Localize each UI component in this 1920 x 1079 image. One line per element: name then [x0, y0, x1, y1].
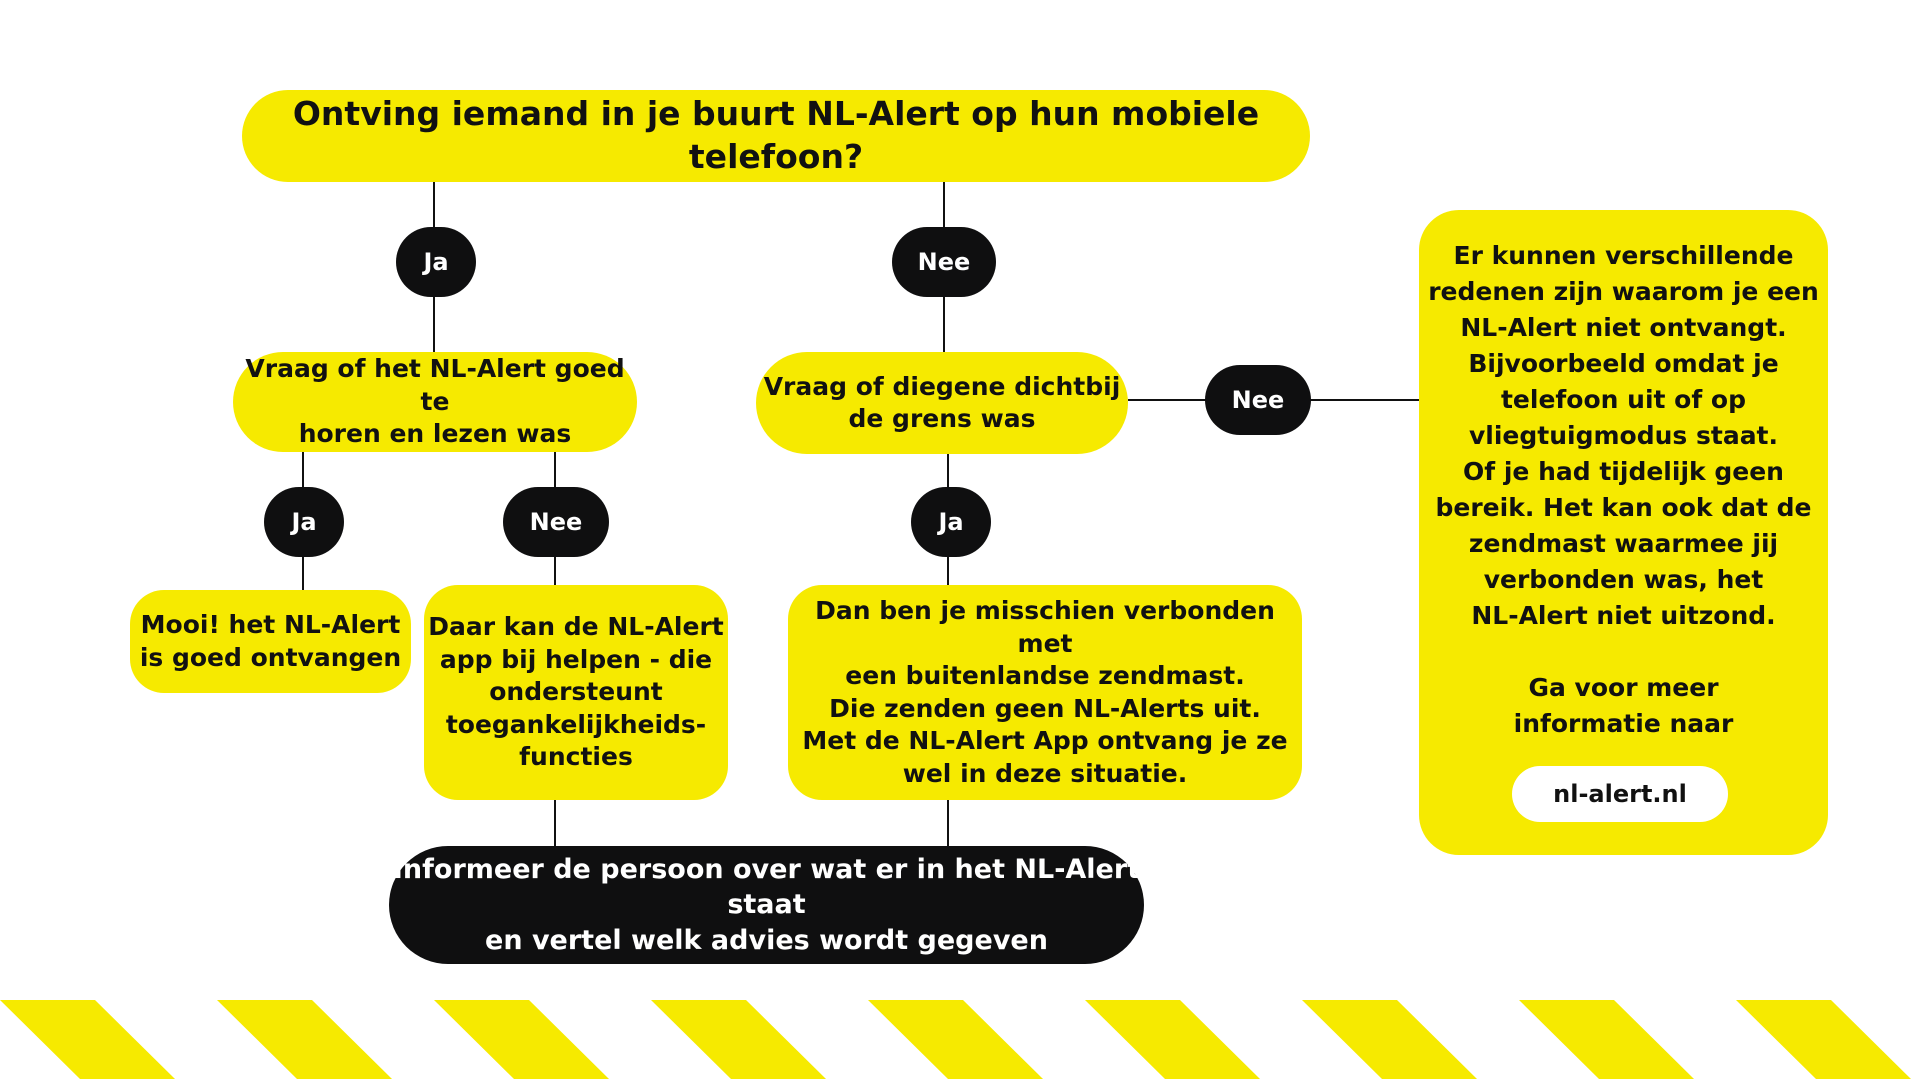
app-help-text: Daar kan de NL-Alert app bij helpen - die ondersteunt toegankelijkheids- functies	[428, 612, 724, 772]
question-text: Ontving iemand in je buurt NL-Alert op hun mobiele telefoon?	[292, 94, 1260, 176]
nee-label: Nee	[1231, 386, 1285, 414]
inform-box	[389, 846, 1144, 964]
foreign-mast-text: Dan ben je misschien verbonden met een buitenlandse zendmast. Die zenden geen NL-Alerts uit. Met de NL-Alert App ontvang je ze wel in deze situatie.	[802, 596, 1288, 788]
more-info-text: Ga voor meer informatie naar	[1513, 673, 1734, 738]
nl-alert-link-text: nl-alert.nl	[1553, 780, 1687, 808]
ja-badge	[396, 227, 476, 297]
connector-line	[947, 800, 949, 848]
foreign-mast-box	[788, 585, 1302, 800]
app-help-box	[424, 585, 728, 800]
nee-badge	[892, 227, 996, 297]
connector-line	[554, 800, 556, 848]
question-box	[242, 90, 1310, 182]
ja-badge	[911, 487, 991, 557]
inform-text: Informeer de persoon over wat er in het NL-Alert staat en vertel welk advies wordt gegeven	[392, 854, 1141, 956]
received-ok-text: Mooi! het NL-Alert is goed ontvangen	[139, 610, 402, 672]
ask-border-text: Vraag of diegene dichtbij de grens was	[763, 371, 1121, 433]
nee-badge	[1205, 365, 1311, 435]
ja-label: Ja	[938, 508, 964, 536]
nee-label: Nee	[529, 508, 583, 536]
hazard-stripes	[0, 1000, 1920, 1079]
nee-badge	[503, 487, 609, 557]
reasons-panel	[1419, 210, 1828, 855]
nee-label: Nee	[917, 248, 971, 276]
received-ok-box	[130, 590, 411, 693]
ja-badge	[264, 487, 344, 557]
reasons-text: Er kunnen verschillende redenen zijn waarom je een NL-Alert niet ontvangt. Bijvoorbeeld omdat je telefoon uit of op vliegtuigmodus staat. Of je had tijdelijk geen bereik. Het kan ook dat de zendmast waarmee jij verbonden was, het NL-Alert niet uitzond.	[1428, 241, 1819, 630]
ask-heard-box	[233, 352, 637, 452]
ja-label: Ja	[423, 248, 449, 276]
ja-label: Ja	[291, 508, 317, 536]
ask-heard-text: Vraag of het NL-Alert goed te horen en lezen was	[245, 354, 625, 449]
ask-border-box	[756, 352, 1128, 454]
nl-alert-link[interactable]	[1512, 766, 1728, 822]
